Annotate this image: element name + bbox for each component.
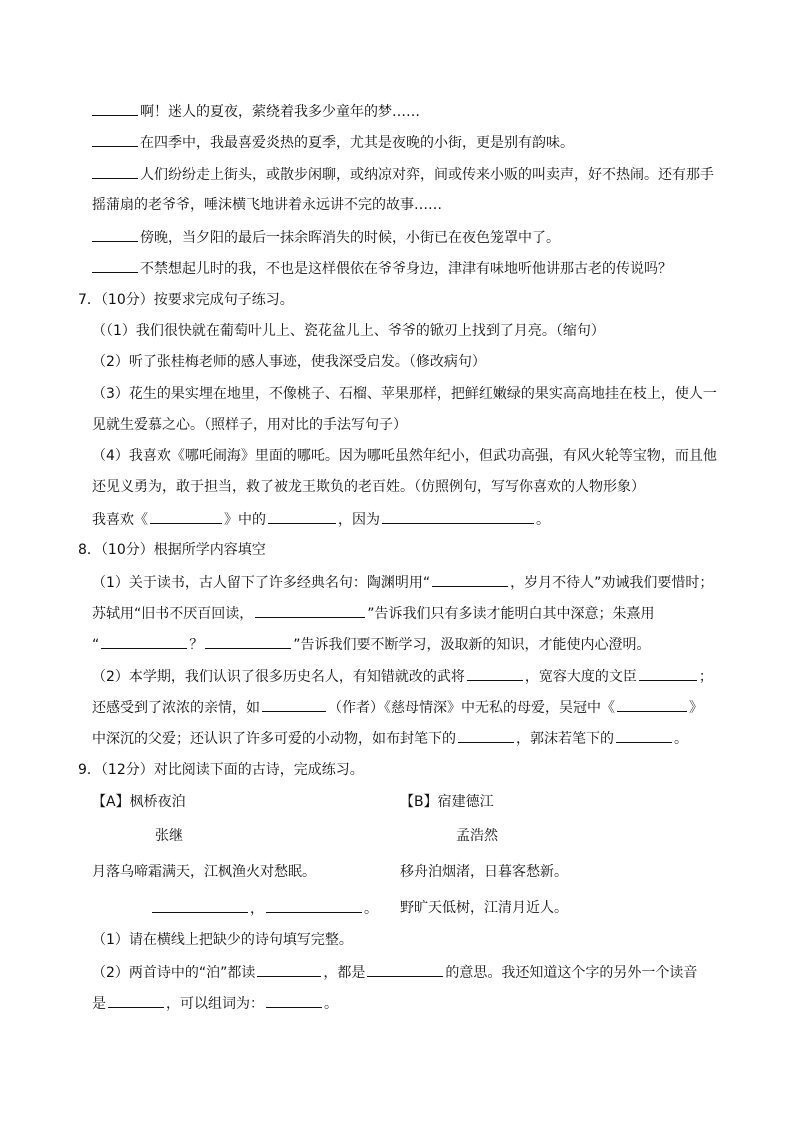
- q8-a-line-3: “ ？ ”告诉我们要不断学习，汲取新的知识，才能使内心澄明。: [92, 634, 651, 655]
- blank[interactable]: [266, 993, 322, 1008]
- q8-b-line-3: 中深沉的父爱；还认识了许多可爱的小动物，如布封笔下的 ，郭沫若笔下的 。: [92, 728, 688, 749]
- blank[interactable]: [432, 572, 508, 587]
- poem-a-line-2: ， 。: [150, 898, 378, 919]
- blank[interactable]: [257, 962, 321, 977]
- blank[interactable]: [458, 728, 514, 743]
- blank[interactable]: [92, 164, 138, 179]
- q8-b-line-1: （2）本学期，我们认识了很多历史名人，有知错就改的武将 ，宽容大度的文臣 ；: [92, 666, 713, 687]
- q7-item-3b: 见就生爱慕之心。（照样子，用对比的手法写句子）: [92, 417, 407, 433]
- q9-task-2: （2）两首诗中的“泊”都读 ，都是 的意思。我还知道这个字的另外一个读音: [92, 962, 697, 983]
- q7-item-4b: 还见义勇为，敢于担当，救了被龙王欺负的老百姓。（仿照例句，写写你喜欢的人物形象）: [92, 479, 645, 495]
- passage-line-5: 不禁想起儿时的我，不也是这样偎依在爷爷身边，津津有味地听他讲那古老的传说吗？: [92, 258, 672, 279]
- blank[interactable]: [255, 603, 365, 618]
- q7-item-4a: （4）我喜欢《哪吒闹海》里面的哪吒。因为哪吒虽然年纪小，但武功高强，有风火轮等宝物，而且他: [92, 448, 717, 464]
- blank[interactable]: [92, 258, 138, 273]
- q8-b-line-2: 还感受到了浓浓的亲情，如 （作者）《慈母情深》中无私的母爱，吴冠中《 》: [92, 697, 703, 718]
- poem-b-line-2: 野旷天低树，江清月近人。: [400, 900, 568, 916]
- q9-task-3: 是 ，可以组词为： 。: [92, 993, 338, 1014]
- question-7-heading: 7．（10分）按要求完成句子练习。: [78, 292, 294, 308]
- poem-b-line-1: 移舟泊烟渚，日暮客愁新。: [400, 864, 568, 880]
- q7-item-2: （2）听了张桂梅老师的感人事迹，使我深受启发。（修改病句）: [92, 354, 486, 370]
- blank[interactable]: [367, 962, 443, 977]
- q7-item-3a: （3）花生的果实埋在地里，不像桃子、石榴、苹果那样，把鲜红嫩绿的果实高高地挂在枝上，使人一: [92, 386, 717, 402]
- blank[interactable]: [382, 509, 534, 524]
- question-9-heading: 9．（12分）对比阅读下面的古诗，完成练习。: [78, 762, 364, 778]
- blank[interactable]: [150, 509, 222, 524]
- blank[interactable]: [467, 666, 523, 681]
- passage-line-4: 傍晚，当夕阳的最后一抹余晖消失的时候，小街已在夜色笼罩中了。: [92, 227, 560, 248]
- q7-item-4c: 我喜欢《 》中的 ，因为 。: [92, 509, 550, 530]
- q7-item-1: （（1）我们很快就在葡萄叶儿上、瓷花盆儿上、爷爷的锨刃上找到了月亮。（缩句）: [92, 323, 605, 339]
- passage-line-1: 啊！迷人的夏夜，萦绕着我多少童年的梦……: [92, 101, 420, 122]
- poem-a-line-1: 月落乌啼霜满天，江枫渔火对愁眠。: [92, 864, 316, 880]
- passage-line-3b: 摇蒲扇的老爷爷，唾沫横飞地讲着永远讲不完的故事……: [92, 197, 442, 213]
- passage-line-3: 人们纷纷走上街头，或散步闲聊，或纳凉对弈，间或传来小贩的叫卖声，好不热闹。还有那手: [92, 164, 714, 185]
- blank[interactable]: [205, 634, 291, 649]
- q9-task-1: （1）请在横线上把缺少的诗句填写完整。: [92, 932, 353, 948]
- blank[interactable]: [108, 993, 164, 1008]
- blank[interactable]: [92, 132, 138, 147]
- blank[interactable]: [92, 227, 138, 242]
- blank[interactable]: [639, 666, 697, 681]
- q8-a-line-1: （1）关于读书，古人留下了许多经典名句：陶渊明用“ ，岁月不待人”劝诫我们要惜时；: [92, 572, 713, 593]
- blank[interactable]: [268, 509, 336, 524]
- passage-line-2: 在四季中，我最喜爱炎热的夏季，尤其是夜晚的小街，更是别有韵味。: [92, 132, 574, 153]
- poem-a-title: 【A】枫桥夜泊: [92, 794, 186, 810]
- blank[interactable]: [617, 697, 687, 712]
- q8-a-line-2: 苏轼用“旧书不厌百回读， ”告诉我们只有多读才能明白其中深意；朱熹用: [92, 603, 655, 624]
- blank[interactable]: [92, 101, 138, 116]
- blank[interactable]: [266, 898, 362, 913]
- blank[interactable]: [616, 728, 672, 743]
- poem-a-author: 张继: [155, 828, 183, 844]
- blank[interactable]: [262, 697, 326, 712]
- poem-b-author: 孟浩然: [456, 828, 498, 844]
- blank[interactable]: [101, 634, 187, 649]
- question-8-heading: 8．（10分）根据所学内容填空: [78, 542, 266, 558]
- poem-b-title: 【B】宿建德江: [400, 794, 494, 810]
- blank[interactable]: [152, 898, 248, 913]
